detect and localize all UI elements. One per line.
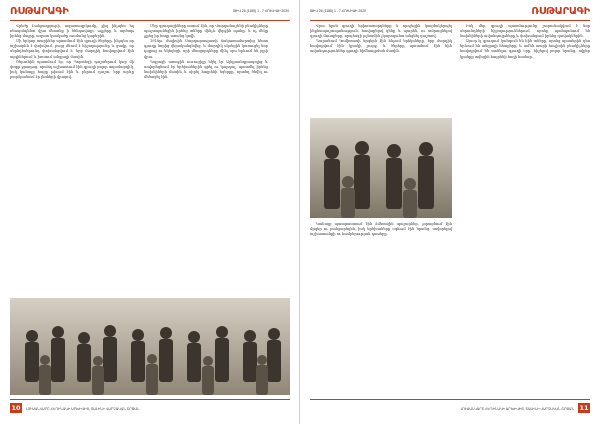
- archival-photo: [310, 118, 452, 218]
- page-number: 10: [11, 404, 21, 412]
- paragraph: Կանայք պատրաստում էին ձմեռային պաշարներ, չորացնում էին մրգեր ու բանջարեղեն, իսկ երեխաները օգնում էին նրանց, սովորելով աշխատանքի ու համբերության դասերը.: [310, 222, 452, 237]
- paragraph: Մի երկար տարիներ պատմում էին գյուղի ծերերը, ինչպես որ աշխարհն է փոխվում, բայց մնում է հիշողությունը և ցավը, որ սերնդեսերունդ փոխանցվում է, երբ մարդիկ հավաքվում էին այգիներում և խոսում անցյալի մասին.: [10, 39, 134, 59]
- text-column-1: [10, 24, 134, 294]
- top-rule: [310, 20, 590, 21]
- paragraph: Մեր գյուղացիները ասում էին, որ Վարդանաշենի բնակիչները պաշտպանեցին իրենց տները մինչև վերջին պահը, և ոչ մեկը չլքեց իր հողը առանց կռվի.: [144, 24, 268, 39]
- paragraph: Այսօր էլ գյուղում կանգուն են հին տները, որոնց պատերին դեռ երևում են անցյալի հետքերը, և ամեն տարի հուլիսին բնակիչները հավաքվում են տոնելու գյուղի օրը, հիշելով բոլոր նրանց, ովքեր կյանքը տվեցին հայրենի հողի համար.: [460, 39, 590, 59]
- masthead-logo: ՌՍԹԱՐԱԳԻ: [531, 6, 590, 17]
- paragraph: 1918թ. մայիսին Սարդարապատի ճակատամարտից հետո գյուղը նորից վերականգնվեց, և մարդիկ սկսեցին կառուցել նոր դպրոց ու եկեղեցի, որի մնացորդները մինչ օրս երևում են բլրի վրա.: [144, 39, 268, 59]
- issue-line: ԹԻՎ 26 (1185) 1 - 7 ՀՈՒԼԻՍԻ 2020: [310, 9, 366, 13]
- paragraph: Դարանում Կոմիտասի երգերն էին հնչում երեկոները, երբ մարդիկ հավաքվում էին կրակի շուրջ, և ծերերը պատմում էին հին ավանդություններ գյուղի հիմնադրման մասին.: [310, 39, 452, 54]
- text-column-2: [460, 24, 590, 392]
- bottom-rule: [10, 399, 290, 400]
- paragraph: Ծերունին պատմում էր, որ Պորտեզի դաշտերում կար մի փոքր ջրաղաց, որտեղ աշխատում էին գյուղի բոլոր տղամարդիկ, իսկ կանայք հացը թխում էին և բերում դաշտ, երբ արևը բարձրանում էր լեռների վրայով.: [10, 59, 134, 79]
- bottom-rule: [310, 399, 590, 400]
- paragraph: Վրեժը Լանջաղբյուրի, ազատազրկումը, ջիզ ինչպես եղ ռեսպոնդենտ վրա մեռանք ի ծննդավայր, աչքերը և արծաթ իրենց մայրը, ազատ կասկածը ուսմանց կարերին.: [10, 24, 134, 39]
- paragraph: Վրա ելան գյուղի երիտասարդները և որոշեցին կազմակերպել ինքնապաշտպանություն, հավաքելով զենք և պարեն, ու ամրացնելով գյուղի մուտքերը, որպեսզի թշնամին չկարողանա անցնել դաշտով.: [310, 24, 452, 39]
- issue-line: ԹԻՎ 26 (1185) 1 - 7 ՀՈՒԼԻՍԻ 2020: [233, 9, 289, 13]
- page-right: [300, 0, 600, 424]
- paragraph: Դպրոցի առաջին ուսուցիչը եկել էր Ալեքսանդրապոլից և սովորեցնում էր երեխաներին գրել ու կարդալ, պատմել իրենց նախնիների մասին և սիրել հայրենի եզերքը, որտեղ ծնվել ու մեծացել էին.: [144, 59, 268, 79]
- paragraph: Իսկ մեր գյուղի պատմությունը շարունակվում է նոր սերունդների հիշողություններում, որոնք պահպանում են նախնիների ավանդույթները և փոխանցում իրենց զավակներին.: [460, 24, 590, 39]
- masthead-logo: ՌՍԹԱՐԱԳԻ: [10, 6, 69, 17]
- text-column-2: [144, 24, 268, 294]
- text-column-1-lower: [310, 222, 452, 392]
- page-number: 11: [579, 404, 589, 412]
- top-rule: [10, 20, 290, 21]
- archival-photo: [10, 298, 290, 395]
- footer-caption: ԼՈՒՍԱՆԿԱՐԸ ՀԵՂԻՆԱԿԻ ԱՐԽԻՎԻՑ, ՏԱԼԻՆԻ ՎԱՐՉԱԿԱՆ ՇՐՋԱՆ: [26, 407, 140, 411]
- text-column-1: [310, 24, 452, 114]
- footer-caption: ԼՈՒՍԱՆԿԱՐԸ ՀԵՂԻՆԱԿԻ ԱՐԽԻՎԻՑ, ՏԱԼԻՆԻ ՎԱՐՉԱԿԱՆ ՇՐՋԱՆ: [460, 407, 574, 411]
